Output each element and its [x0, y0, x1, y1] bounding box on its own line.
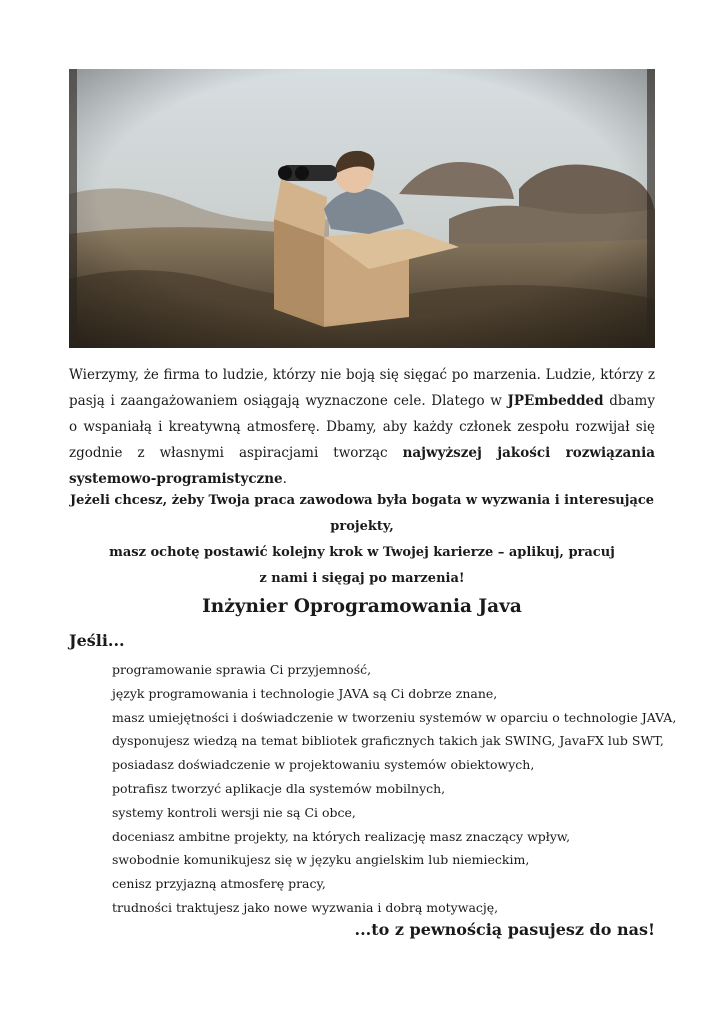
intro-paragraph — [69, 362, 655, 492]
callout-line-3: z nami i sięgaj po marzenia! — [259, 571, 465, 586]
intro-emphasis: najwyższej jakości rozwiązania systemowo-programistyczne — [69, 445, 655, 487]
requirement-item: trudności traktujesz jako nowe wyzwania i dobrą motywację, — [112, 899, 499, 915]
callout-block — [69, 488, 655, 592]
hero-photo-illustration — [69, 69, 655, 348]
job-title: Inżynier Oprogramowania Java — [202, 596, 522, 617]
requirement-item: dysponujesz wiedzą na temat bibliotek graficznych takich jak SWING, JavaFX lub SWT, — [112, 733, 664, 749]
intro-text-part-3: . — [282, 471, 287, 487]
requirement-item: doceniasz ambitne projekty, na których realizację masz znaczący wpływ, — [112, 828, 571, 844]
requirement-item: systemy kontroli wersji nie są Ci obce, — [112, 804, 356, 820]
company-name: JPEmbedded — [507, 393, 604, 409]
callout-line-2: masz ochotę postawić kolejny krok w Twojej karierze – aplikuj, pracuj — [109, 545, 615, 560]
requirement-item: posiadasz doświadczenie w projektowaniu systemów obiektowych, — [112, 757, 535, 773]
callout-line-1: Jeżeli chcesz, żeby Twoja praca zawodowa była bogata w wyzwania i interesujące projekty, — [69, 493, 655, 534]
requirement-item: masz umiejętności i doświadczenie w tworzeniu systemów w oparciu o technologie JAVA, — [112, 709, 677, 725]
intro-text-part-2: dbamy o wspaniałą i kreatywną atmosferę. Dbamy, aby każdy członek zespołu rozwijał się zgodnie z własnymi aspiracjami tworząc — [69, 393, 655, 461]
requirements-list — [112, 658, 677, 920]
if-label: Jeśli... — [69, 631, 125, 650]
requirement-item: swobodnie komunikujesz się w języku angielskim lub niemieckim, — [112, 852, 530, 868]
requirement-item: cenisz przyjazną atmosferę pracy, — [112, 876, 326, 892]
requirement-item: język programowania i technologie JAVA są Ci dobrze znane, — [112, 685, 498, 701]
closing-statement: ...to z pewnością pasujesz do nas! — [354, 920, 655, 939]
requirement-item: programowanie sprawia Ci przyjemność, — [112, 662, 372, 677]
hero-photo — [69, 69, 655, 348]
intro-text-part-1: Wierzymy, że firma to ludzie, którzy nie boją się sięgać po marzenia. Ludzie, którzy z pasją i zaangażowaniem osiągają wyznaczone cele. Dlatego w — [69, 367, 655, 409]
requirement-item: potrafisz tworzyć aplikacje dla systemów mobilnych, — [112, 780, 446, 796]
